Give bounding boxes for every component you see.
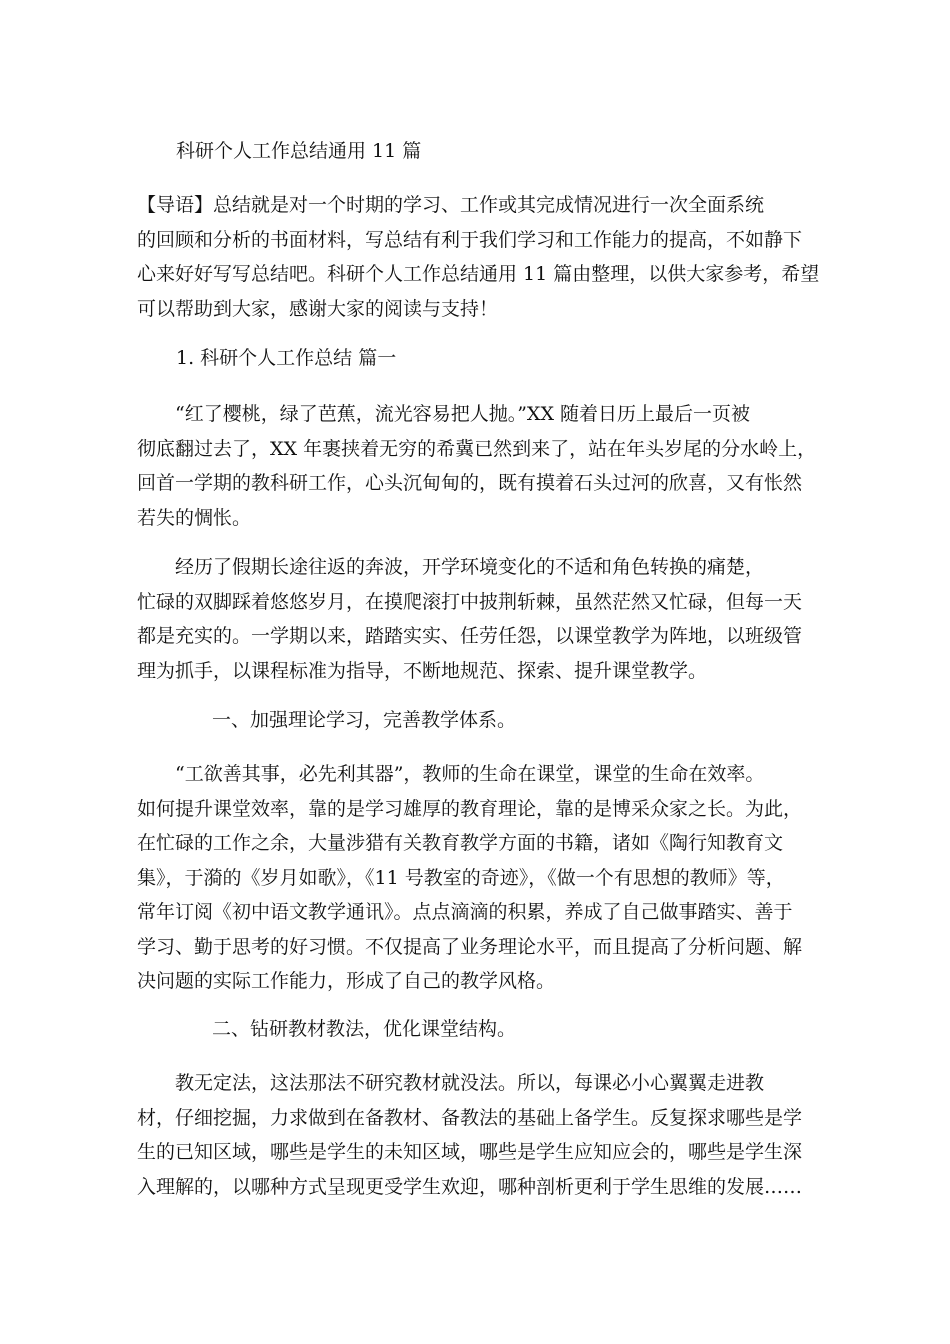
text-line: 忙碌的双脚踩着悠悠岁月，在摸爬滚打中披荆斩棘，虽然茫然又忙碌，但每一天 bbox=[137, 590, 803, 613]
text-line: 决问题的实际工作能力，形成了自己的教学风格。 bbox=[137, 970, 556, 992]
text-line: 的回顾和分析的书面材料，写总结有利于我们学习和工作能力的提高，不如静下 bbox=[137, 228, 803, 251]
text-line: 可以帮助到大家，感谢大家的阅读与支持！ bbox=[137, 297, 499, 320]
intro-paragraph bbox=[137, 188, 827, 326]
text-line: 生的已知区域，哪些是学生的未知区域，哪些是学生应知应会的，哪些是学生深 bbox=[137, 1141, 803, 1163]
text-line: 心来好好写写总结吧。科研个人工作总结通用 11 篇由整理，以供大家参考，希望 bbox=[137, 263, 820, 285]
text-line: 经历了假期长途往返的奔波，开学环境变化的不适和角色转换的痛楚， bbox=[137, 556, 765, 578]
text-line: 集》，于漪的《岁月如歌》，《11 号教室的奇迹》，《做一个有思想的教师》等， bbox=[137, 866, 785, 889]
paragraph-3 bbox=[137, 757, 827, 999]
text-line: 回首一学期的教科研工作，心头沉甸甸的，既有摸着石头过河的欣喜，又有怅然 bbox=[137, 472, 803, 494]
text-line: 若失的惆怅。 bbox=[137, 506, 252, 529]
section-heading: 1. 科研个人工作总结 篇一 bbox=[176, 347, 397, 369]
text-line: 理为抓手，以课程标准为指导，不断地规范、探索、提升课堂教学。 bbox=[137, 659, 708, 682]
text-line: 【导语】总结就是对一个时期的学习、工作或其完成情况进行一次全面系统 bbox=[137, 194, 765, 216]
text-line: 学习、勤于思考的好习惯。不仅提高了业务理论水平，而且提高了分析问题、解 bbox=[137, 935, 803, 958]
text-line: 彻底翻过去了，XX 年裹挟着无穷的希冀已然到来了，站在年头岁尾的分水岭上， bbox=[137, 437, 817, 460]
paragraph-2 bbox=[137, 550, 827, 688]
text-line: 常年订阅《初中语文教学通讯》。点点滴滴的积累，养成了自己做事踏实、善于 bbox=[137, 901, 793, 923]
paragraph-4 bbox=[137, 1066, 827, 1204]
text-line: “红了樱桃，绿了芭蕉，流光容易把人抛。”XX 随着日历上最后一页被 bbox=[137, 403, 751, 425]
text-line: “工欲善其事，必先利其器”，教师的生命在课堂，课堂的生命在效率。 bbox=[137, 763, 765, 785]
heading-1: 一、加强理论学习，完善教学体系。 bbox=[212, 709, 517, 731]
text-line: 都是充实的。一学期以来，踏踏实实、任劳任怨，以课堂教学为阵地，以班级管 bbox=[137, 625, 803, 647]
text-line: 如何提升课堂效率，靠的是学习雄厚的教育理论，靠的是博采众家之长。为此， bbox=[137, 797, 803, 820]
text-line: 材，仔细挖掘，力求做到在备教材、备教法的基础上备学生。反复探求哪些是学 bbox=[137, 1106, 803, 1129]
text-line: 在忙碌的工作之余，大量涉猎有关教育教学方面的书籍，诸如《陶行知教育文 bbox=[137, 832, 784, 854]
text-line: 教无定法，这法那法不研究教材就没法。所以，每课必小心翼翼走进教 bbox=[137, 1072, 765, 1094]
paragraph-1 bbox=[137, 397, 827, 535]
heading-2: 二、钻研教材教法，优化课堂结构。 bbox=[212, 1018, 517, 1040]
document-title: 科研个人工作总结通用 11 篇 bbox=[176, 140, 422, 162]
text-line: 入理解的，以哪种方式呈现更受学生欢迎，哪种剖析更利于学生思维的发展…… bbox=[137, 1175, 803, 1198]
